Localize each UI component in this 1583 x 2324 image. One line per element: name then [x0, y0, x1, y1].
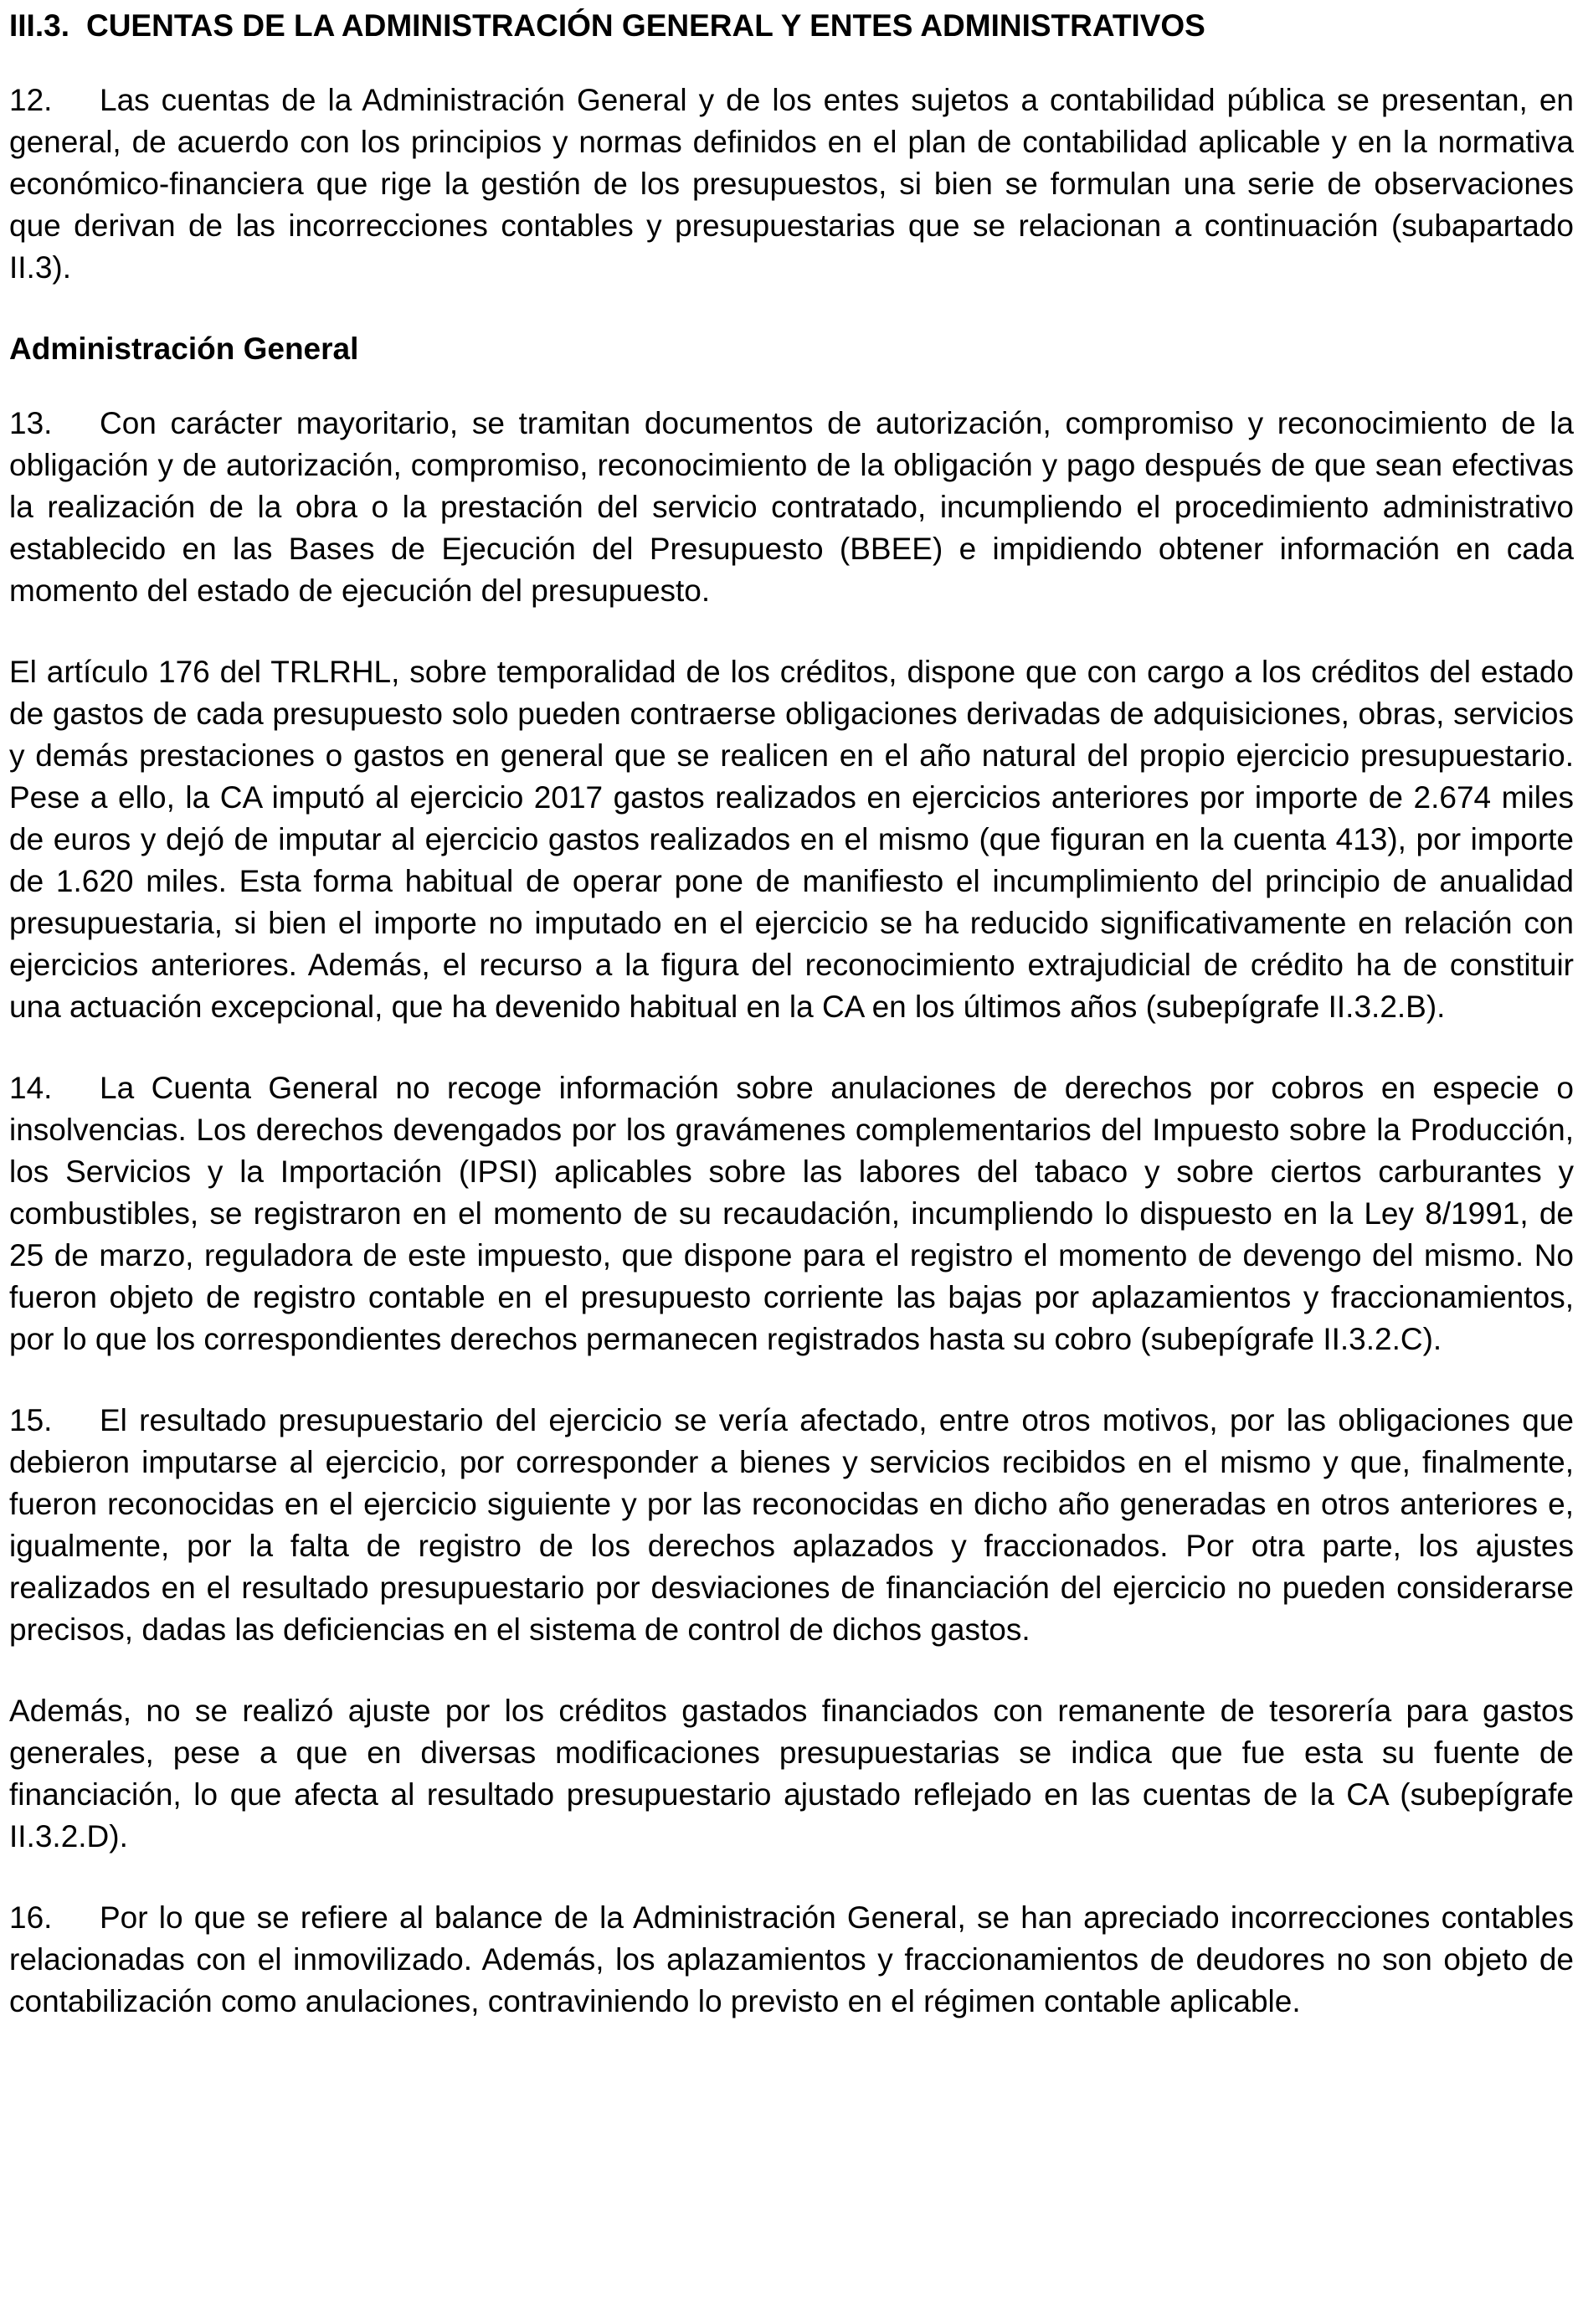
paragraph-text: Por lo que se refiere al balance de la Administración General, se han apreciado incorrecciones contables relacionadas con el inmovilizado. Además, los aplazamientos y fraccionamientos de deudores no son objeto de contabilización como anulaciones, contraviniendo lo previsto en el régimen contable aplicable. [9, 1900, 1574, 2018]
paragraph-text: Con carácter mayoritario, se tramitan documentos de autorización, compromiso y reconocimiento de la obligación y de autorización, compromiso, reconocimiento de la obligación y pago después de que sean efectivas la realización de la obra o la prestación del servicio contratado, incumpliendo el procedimiento administrativo establecido en las Bases de Ejecución del Presupuesto (BBEE) e impidiendo obtener información en cada momento del estado de ejecución del presupuesto. [9, 406, 1574, 608]
paragraph-number: 15. [9, 1403, 53, 1437]
paragraph-number: 13. [9, 406, 53, 440]
paragraph-14 [9, 1067, 1574, 1360]
paragraph-text: La Cuenta General no recoge información sobre anulaciones de derechos por cobros en especie o insolvencias. Los derechos devengados por los gravámenes complementarios del Impuesto sobre la Producción, los Servicios y la Importación (IPSI) aplicables sobre las labores del tabaco y sobre ciertos carburantes y combustibles, se registraron en el momento de su recaudación, incumpliendo lo dispuesto en la Ley 8/1991, de 25 de marzo, reguladora de este impuesto, que dispone para el registro el momento de devengo del mismo. No fueron objeto de registro contable en el presupuesto corriente las bajas por aplazamientos y fraccionamientos, por lo que los correspondientes derechos permanecen registrados hasta su cobro (subepígrafe II.3.2.C). [9, 1071, 1574, 1356]
paragraph-text: Las cuentas de la Administración General y de los entes sujetos a contabilidad pública se presentan, en general, de acuerdo con los principios y normas definidos en el plan de contabilidad aplicable y en la normativa económico-financiera que rige la gestión de los presupuestos, si bien se formulan una serie de observaciones que derivan de las incorrecciones contables y presupuestarias que se relacionan a continuación (subapartado II.3). [9, 83, 1574, 285]
paragraph-15 [9, 1400, 1574, 1651]
section-title [9, 5, 1574, 47]
section-title-text: CUENTAS DE LA ADMINISTRACIÓN GENERAL Y ENTES ADMINISTRATIVOS [85, 8, 1205, 43]
section-number: III.3. [9, 8, 69, 43]
paragraph-16 [9, 1897, 1574, 2023]
paragraph-12 [9, 80, 1574, 289]
paragraph-13 [9, 403, 1574, 612]
paragraph-number: 16. [9, 1900, 53, 1935]
paragraph-text: El resultado presupuestario del ejercicio se vería afectado, entre otros motivos, por las obligaciones que debieron imputarse al ejercicio, por corresponder a bienes y servicios recibidos en el mismo y que, finalmente, fueron reconocidas en el ejercicio siguiente y por las reconocidas en dicho año generadas en otros anteriores e, igualmente, por la falta de registro de los derechos aplazados y fraccionados. Por otra parte, los ajustes realizados en el resultado presupuestario por desviaciones de financiación del ejercicio no pueden considerarse precisos, dadas las deficiencias en el sistema de control de dichos gastos. [9, 1403, 1574, 1647]
subheading-administracion-general: Administración General [9, 332, 359, 366]
paragraph-number: 14. [9, 1071, 53, 1105]
paragraph-15-continuation: Además, no se realizó ajuste por los créditos gastados financiados con remanente de tesorería para gastos generales, pese a que en diversas modificaciones presupuestarias se indica que fue esta su fuente de financiación, lo que afecta al resultado presupuestario ajustado reflejado en las cuentas de la CA (subepígrafe II.3.2.D). [9, 1694, 1574, 1854]
paragraph-13-continuation: El artículo 176 del TRLRHL, sobre temporalidad de los créditos, dispone que con cargo a los créditos del estado de gastos de cada presupuesto solo pueden contraerse obligaciones derivadas de adquisiciones, obras, servicios y demás prestaciones o gastos en general que se realicen en el año natural del propio ejercicio presupuestario. Pese a ello, la CA imputó al ejercicio 2017 gastos realizados en ejercicios anteriores por importe de 2.674 miles de euros y dejó de imputar al ejercicio gastos realizados en el mismo (que figuran en la cuenta 413), por importe de 1.620 miles. Esta forma habitual de operar pone de manifiesto el incumplimiento del principio de anualidad presupuestaria, si bien el importe no imputado en el ejercicio se ha reducido significativamente en relación con ejercicios anteriores. Además, el recurso a la figura del reconocimiento extrajudicial de crédito ha de constituir una actuación excepcional, que ha devenido habitual en la CA en los últimos años (subepígrafe II.3.2.B). [9, 655, 1574, 1024]
paragraph-number: 12. [9, 83, 53, 117]
